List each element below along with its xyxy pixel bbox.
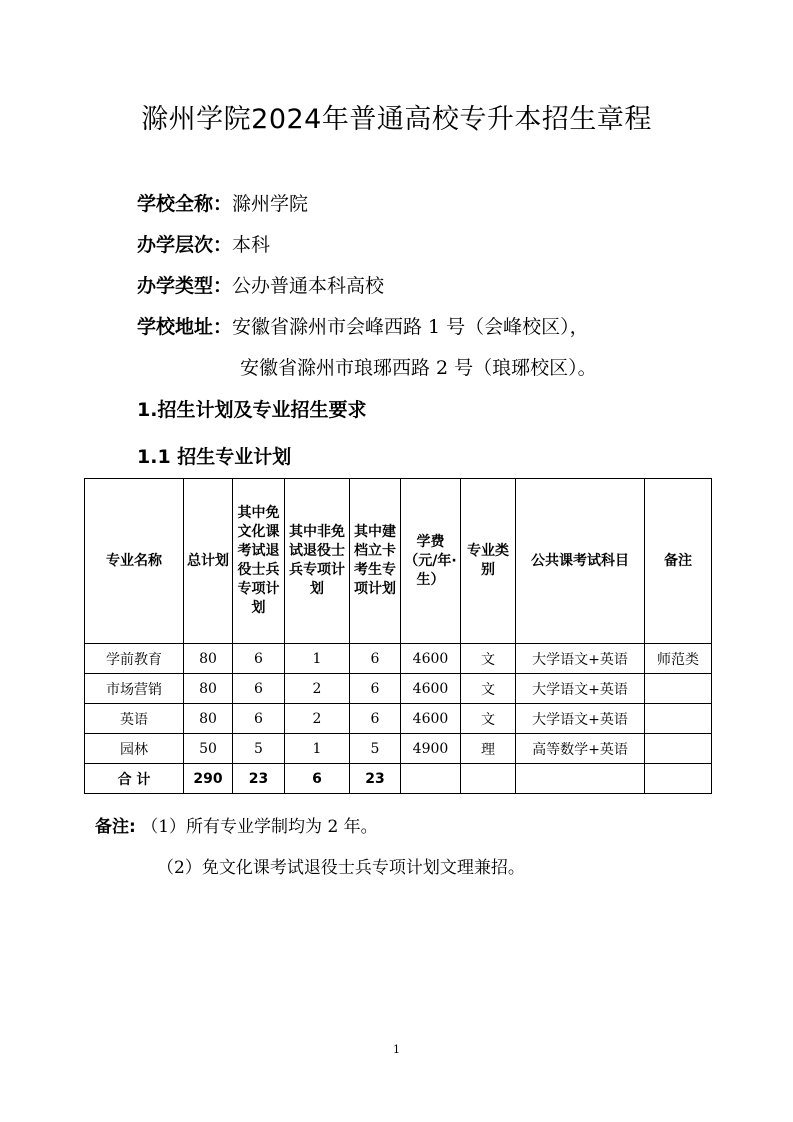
table-cell: [516, 764, 645, 794]
table-cell: [401, 764, 461, 794]
page-title: 滁州学院2024年普通高校专升本招生章程: [141, 104, 652, 135]
table-cell: 合 计: [85, 764, 184, 794]
table-cell: 6: [233, 644, 285, 674]
table-cell: 6: [233, 704, 285, 734]
table-cell: 290: [184, 764, 233, 794]
table-cell: 6: [350, 674, 401, 704]
table-cell: 4900: [401, 734, 461, 764]
info-value: 本科: [232, 234, 271, 256]
table-cell: 文: [461, 644, 516, 674]
section-heading: 1.招生计划及专业招生要求: [137, 399, 367, 421]
table-cell: 英语: [85, 704, 184, 734]
table-cell: 文: [461, 704, 516, 734]
table-cell: 4600: [401, 704, 461, 734]
table-cell: 6: [233, 674, 285, 704]
table-cell: 5: [233, 734, 285, 764]
header-cell: 其中免文化课考试退役士兵专项计划: [233, 479, 285, 644]
table-cell: 理: [461, 734, 516, 764]
info-label: 学校全称：: [137, 193, 233, 215]
table-cell: 23: [350, 764, 401, 794]
info-value: 公办普通本科高校: [232, 275, 385, 297]
note-line-1: [95, 816, 378, 838]
table-cell: 5: [350, 734, 401, 764]
info-value: 滁州学院: [232, 193, 309, 215]
header-cell: 专业名称: [85, 479, 184, 644]
table-cell: 园林: [85, 734, 184, 764]
table-cell: 80: [184, 644, 233, 674]
table-cell: 6: [285, 764, 350, 794]
table-cell: 1: [285, 644, 350, 674]
table-cell: 大学语文+英语: [516, 674, 645, 704]
table-cell: 23: [233, 764, 285, 794]
table-cell: 学前教育: [85, 644, 184, 674]
note-line-2: （2）免文化课考试退役士兵专项计划文理兼招。: [157, 858, 525, 878]
info-label: 办学类型：: [137, 275, 233, 297]
table-row: [85, 704, 712, 734]
table-cell: 大学语文+英语: [516, 704, 645, 734]
note-text: （1）所有专业学制均为 2 年。: [141, 817, 378, 837]
header-cell: 学费（元/年·生）: [401, 479, 461, 644]
table-cell: 2: [285, 704, 350, 734]
table-cell: 80: [184, 704, 233, 734]
table-row: [85, 644, 712, 674]
info-level: [137, 233, 270, 257]
table-cell: 大学语文+英语: [516, 644, 645, 674]
info-address-line2: 安徽省滁州市琅琊西路 2 号（琅琊校区）。: [240, 357, 597, 379]
table-cell: 2: [285, 674, 350, 704]
header-cell: 公共课考试科目: [516, 479, 645, 644]
table-cell: 高等数学+英语: [516, 734, 645, 764]
info-address: [137, 315, 589, 339]
table-cell: [645, 764, 712, 794]
table-cell: 4600: [401, 644, 461, 674]
subsection-heading: 1.1 招生专业计划: [137, 446, 292, 468]
table-cell: 4600: [401, 674, 461, 704]
info-school-name: [137, 192, 308, 216]
table-cell: 1: [285, 734, 350, 764]
table-cell: 市场营销: [85, 674, 184, 704]
table-cell: 文: [461, 674, 516, 704]
info-type: [137, 274, 384, 298]
table-cell: [645, 674, 712, 704]
table-cell: [461, 764, 516, 794]
enrollment-plan-table: [84, 478, 712, 794]
table-cell: 6: [350, 704, 401, 734]
header-cell: 备注: [645, 479, 712, 644]
table-total-row: [85, 764, 712, 794]
table-header-row: [85, 479, 712, 644]
info-value: 安徽省滁州市会峰西路 1 号（会峰校区），: [232, 316, 589, 338]
page-number: 1: [393, 1043, 400, 1056]
table-cell: [645, 704, 712, 734]
table-row: [85, 734, 712, 764]
header-cell: 其中建档立卡考生专项计划: [350, 479, 401, 644]
info-label: 办学层次：: [137, 234, 233, 256]
header-cell: 总计划: [184, 479, 233, 644]
info-label: 学校地址：: [137, 316, 233, 338]
table-row: [85, 674, 712, 704]
table-cell: [645, 734, 712, 764]
table-cell: 80: [184, 674, 233, 704]
table-cell: 50: [184, 734, 233, 764]
table-cell: 师范类: [645, 644, 712, 674]
note-label: 备注:: [95, 817, 136, 837]
header-cell: 其中非免试退役士兵专项计划: [285, 479, 350, 644]
header-cell: 专业类别: [461, 479, 516, 644]
table-cell: 6: [350, 644, 401, 674]
